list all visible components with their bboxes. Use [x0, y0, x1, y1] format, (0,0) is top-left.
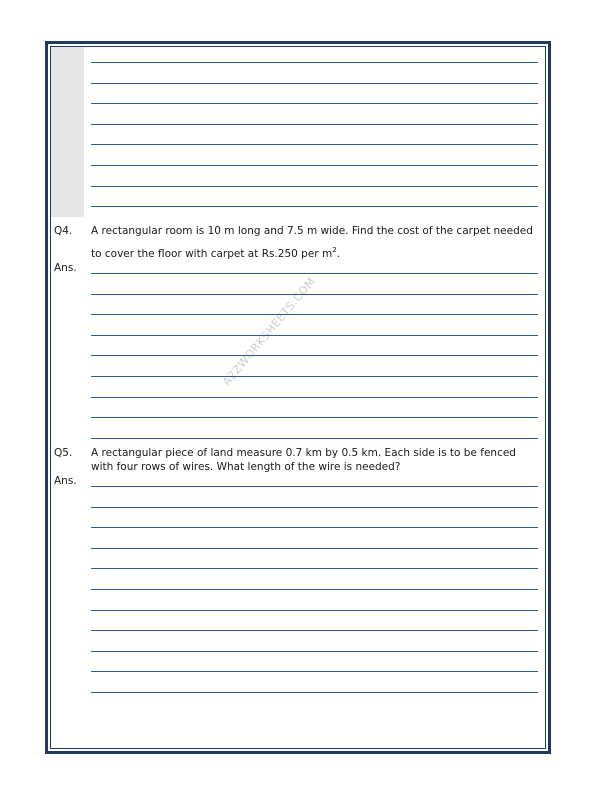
- answer-line[interactable]: [91, 568, 538, 569]
- answer-line[interactable]: [91, 273, 538, 274]
- answer-line[interactable]: [91, 124, 538, 125]
- question-4-text-line1: A rectangular room is 10 m long and 7.5 m wide. Find the cost of the carpet needed: [91, 225, 533, 237]
- answer-line[interactable]: [91, 186, 538, 187]
- answer-line[interactable]: [91, 589, 538, 590]
- question-4-answer-label: Ans.: [54, 262, 77, 274]
- answer-line[interactable]: [91, 486, 538, 487]
- answer-line[interactable]: [91, 144, 538, 145]
- question-4-text-line2-main: to cover the floor with carpet at Rs.250 per m: [91, 248, 333, 260]
- answer-line[interactable]: [91, 671, 538, 672]
- question-5-text-line2: with four rows of wires. What length of the wire is needed?: [91, 461, 401, 473]
- margin-shade: [51, 47, 84, 217]
- answer-line[interactable]: [91, 206, 538, 207]
- answer-line[interactable]: [91, 527, 538, 528]
- watermark: A2ZWORKSHEETS.COM: [220, 274, 319, 389]
- answer-line[interactable]: [91, 610, 538, 611]
- answer-line[interactable]: [91, 417, 538, 418]
- answer-line[interactable]: [91, 294, 538, 295]
- answer-line[interactable]: [91, 355, 538, 356]
- question-5-answer-label: Ans.: [54, 475, 77, 487]
- question-5-label: Q5.: [54, 447, 73, 459]
- answer-line[interactable]: [91, 62, 538, 63]
- answer-line[interactable]: [91, 335, 538, 336]
- answer-line[interactable]: [91, 397, 538, 398]
- question-5-text-line1: A rectangular piece of land measure 0.7 km by 0.5 km. Each side is to be fenced: [91, 447, 516, 459]
- question-4-text-line2-end: .: [336, 248, 340, 260]
- answer-line[interactable]: [91, 651, 538, 652]
- answer-line[interactable]: [91, 103, 538, 104]
- answer-line[interactable]: [91, 83, 538, 84]
- answer-line[interactable]: [91, 165, 538, 166]
- question-4-label: Q4.: [54, 225, 73, 237]
- answer-line[interactable]: [91, 548, 538, 549]
- answer-line[interactable]: [91, 630, 538, 631]
- question-4-superscript: 2: [332, 245, 337, 254]
- question-4-text-line2: [91, 245, 340, 261]
- answer-line[interactable]: [91, 692, 538, 693]
- answer-line[interactable]: [91, 314, 538, 315]
- answer-line[interactable]: [91, 507, 538, 508]
- answer-line[interactable]: [91, 376, 538, 377]
- answer-line[interactable]: [91, 438, 538, 439]
